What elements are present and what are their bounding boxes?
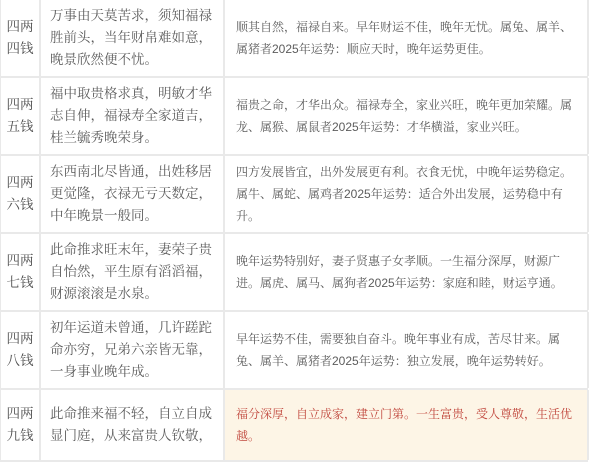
fortune-verse: 东西南北尽皆通，出姓移居更觉隆，衣禄无亏天数定，中年晚景一般同。 (41, 156, 225, 232)
bone-weight-label: 四两九钱 (1, 390, 41, 460)
bone-weight-row-highlighted (1, 390, 588, 462)
bone-weight-row (1, 0, 588, 78)
bone-weight-label: 四两七钱 (1, 234, 41, 310)
fortune-interpretation: 晚年运势特别好，妻子贤惠子女孝顺。一生福分深厚，财源广进。属虎、属马、属狗者2025年运势：家庭和睦，财运亨通。 (225, 234, 589, 310)
bone-weight-label: 四两六钱 (1, 156, 41, 232)
bone-weight-label: 四两八钱 (1, 312, 41, 388)
fortune-verse: 万事由天莫苦求，须知福禄胜前头，当年财帛难如意，晚景欣然便不忧。 (41, 0, 225, 76)
bone-weight-label: 四两五钱 (1, 78, 41, 154)
fortune-interpretation: 早年运势不佳，需要独自奋斗。晚年事业有成，苦尽甘来。属兔、属羊、属猪者2025年运势：独立发展，晚年运势转好。 (225, 312, 589, 388)
bone-weight-row (1, 234, 588, 312)
fortune-interpretation: 福贵之命，才华出众。福禄寿全，家业兴旺，晚年更加荣耀。属龙、属猴、属鼠者2025年运势：才华横溢，家业兴旺。 (225, 78, 589, 154)
bone-weight-row (1, 156, 588, 234)
fortune-interpretation: 顺其自然，福禄自来。早年财运不佳，晚年无忧。属兔、属羊、属猪者2025年运势：顺应天时，晚年运势更佳。 (225, 0, 589, 76)
bone-weight-label: 四两四钱 (1, 0, 41, 76)
bone-weight-row (1, 78, 588, 156)
fortune-interpretation: 四方发展皆宜，出外发展更有利。衣食无忧，中晚年运势稳定。属牛、属蛇、属鸡者2025年运势：适合外出发展，运势稳中有升。 (225, 156, 589, 232)
fortune-verse: 福中取贵格求真，明敏才华志自伸，福禄寿全家道吉，桂兰毓秀晚荣身。 (41, 78, 225, 154)
fortune-verse: 初年运道未曾通，几许蹉跎命亦穷，兄弟六亲皆无靠，一身事业晚年成。 (41, 312, 225, 388)
fortune-verse: 此命推来福不轻，自立自成显门庭，从来富贵人钦敬， (41, 390, 225, 460)
bone-weight-row (1, 312, 588, 390)
fortune-verse: 此命推求旺末年，妻荣子贵自怡然，平生原有滔滔福，财源滚滚是水泉。 (41, 234, 225, 310)
fortune-interpretation-highlighted: 福分深厚，自立成家，建立门第。一生富贵，受人尊敬，生活优越。 (225, 390, 589, 460)
